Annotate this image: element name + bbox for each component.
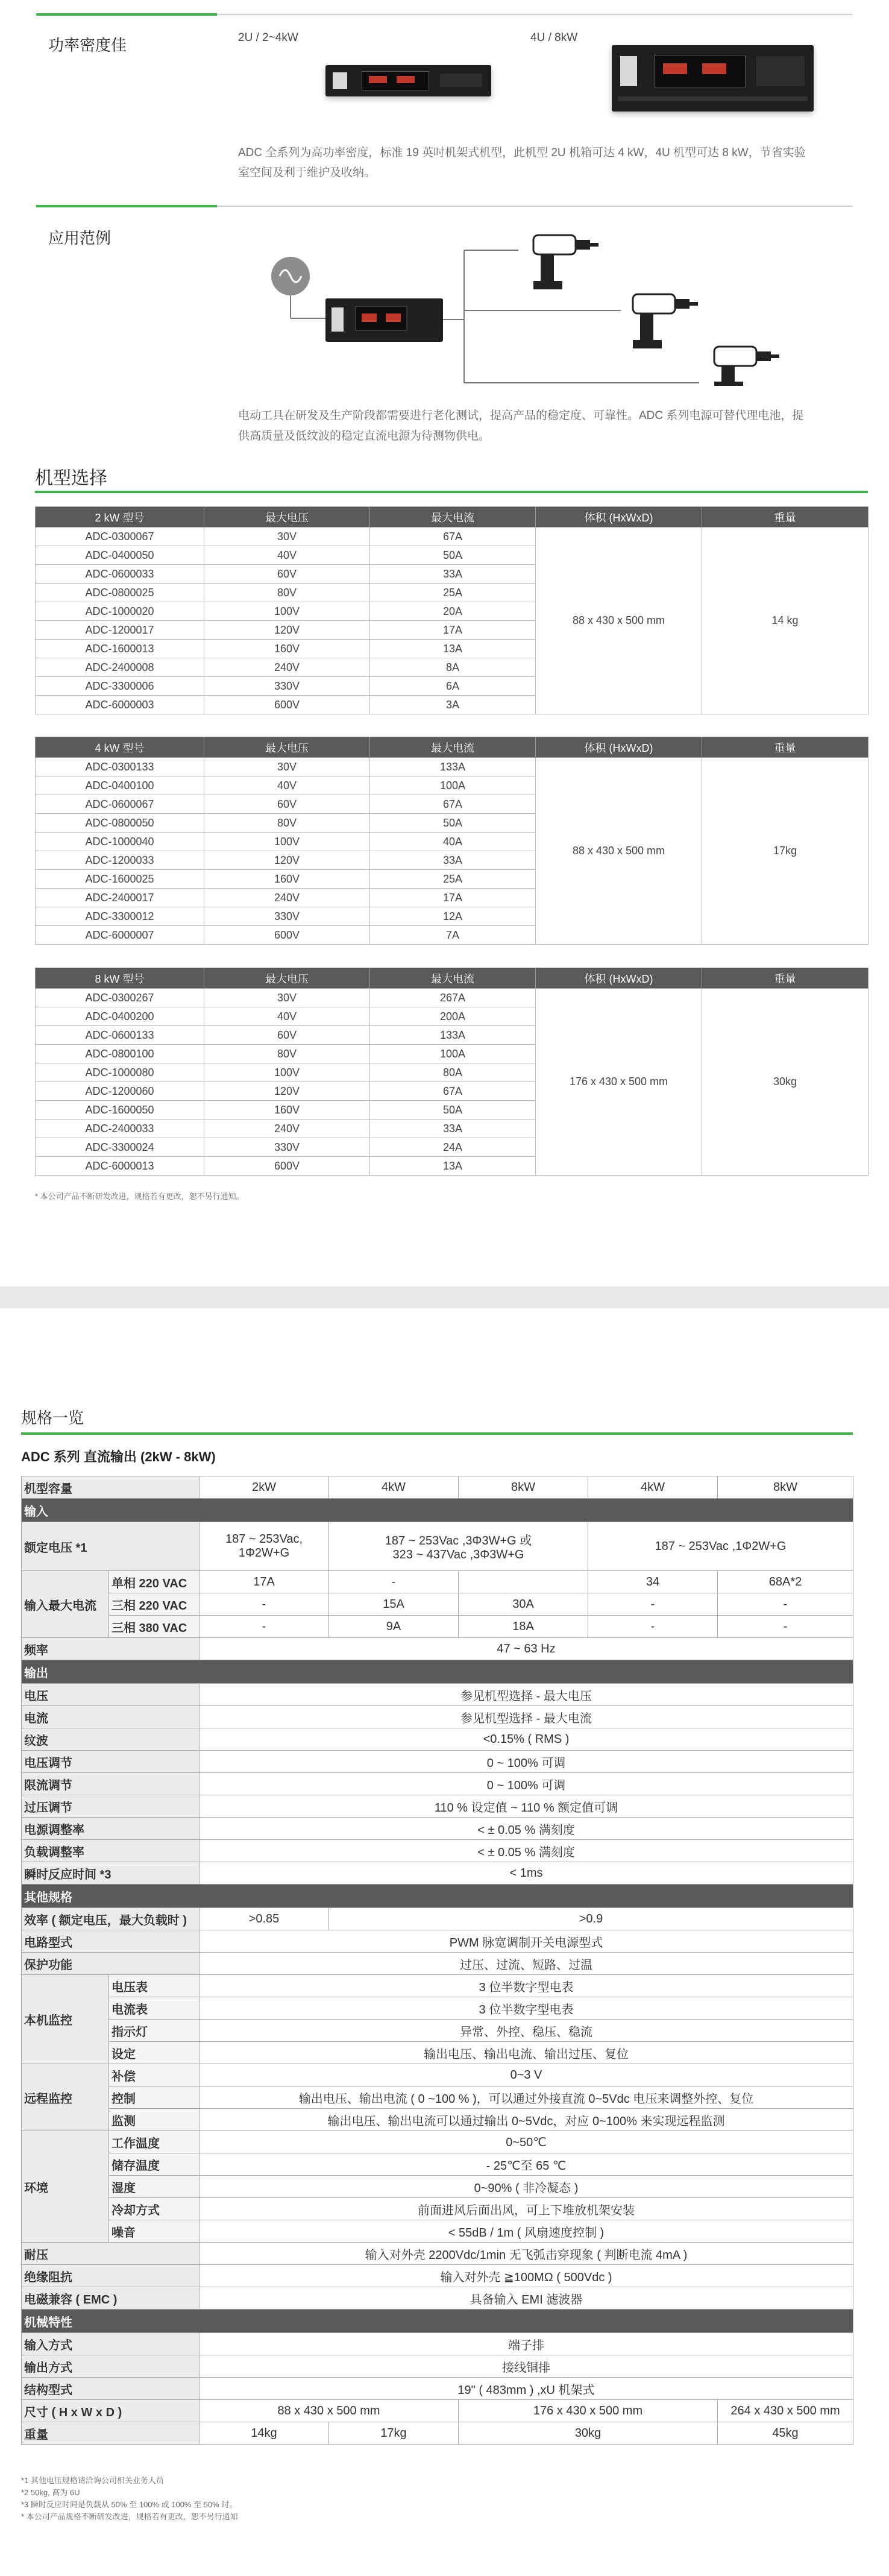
current-cell: 6A [370, 677, 536, 696]
application-desc-1: 电动工具在研发及生产阶段都需要进行老化测试，提高产品的稳定度、可靠性。ADC 系列电源可替代理电池，提 [238, 409, 804, 422]
max-current-value: - [588, 1616, 718, 1638]
voltage-cell: 330V [204, 907, 370, 926]
current-cell: 40A [370, 833, 536, 851]
current-cell: 20A [370, 602, 536, 621]
model-header: 2 kW 型号 [36, 507, 204, 527]
misc-row-label: 绝缘阻抗 [22, 2265, 199, 2287]
output-row-label: 电压调节 [22, 1751, 199, 1773]
env-row-value: 0~50℃ [199, 2131, 853, 2153]
monitor-row-value: 异常、外控、稳压、稳流 [199, 2020, 853, 2042]
output-row-value: 0 ~ 100% 可调 [199, 1773, 853, 1795]
section-other: 其他规格 [22, 1885, 853, 1908]
voltage-cell: 120V [204, 1082, 370, 1101]
size-cell: 88 x 430 x 500 mm [536, 758, 702, 945]
voltage-cell: 80V [204, 814, 370, 833]
model-cell: ADC-0400100 [36, 776, 204, 795]
env-row-label: 噪音 [109, 2220, 199, 2243]
weight-value: 14kg [199, 2422, 329, 2445]
current-cell: 67A [370, 795, 536, 814]
capacity-cell: 2kW [199, 1476, 329, 1499]
freq-value: 47 ~ 63 Hz [199, 1638, 853, 1660]
model-cell: ADC-1000040 [36, 833, 204, 851]
current-cell: 13A [370, 640, 536, 658]
max-current-value: - [199, 1616, 329, 1638]
current-cell: 50A [370, 814, 536, 833]
mech-row-value: 19" ( 483mm ) ,xU 机架式 [199, 2378, 853, 2400]
current-cell: 267A [370, 989, 536, 1007]
weight-cell: 17kg [702, 758, 869, 945]
env-row-label: 工作温度 [109, 2131, 199, 2153]
output-row-value: 参见机型选择 - 最大电流 [199, 1706, 853, 1728]
remote-row-group-label: 远程监控 [22, 2064, 109, 2131]
spec-title: 规格一览 [21, 1409, 84, 1427]
capacity-label: 机型容量 [22, 1476, 199, 1499]
env-row-label: 湿度 [109, 2176, 199, 2198]
model-cell: ADC-1600025 [36, 870, 204, 889]
output-row-label: 电源调整率 [22, 1818, 199, 1840]
voltage-cell: 100V [204, 602, 370, 621]
env-row-value: - 25℃至 65 ℃ [199, 2153, 853, 2176]
model-cell: ADC-3300006 [36, 677, 204, 696]
device-4u-image [612, 45, 814, 112]
efficiency-2kw: >0.85 [199, 1908, 329, 1930]
model-cell: ADC-2400008 [36, 658, 204, 677]
model-cell: ADC-6000013 [36, 1157, 204, 1176]
section-mech: 机械特性 [22, 2310, 853, 2333]
rated-voltage-single-phase: 187 ~ 253Vac ,1Φ2W+G [588, 1522, 853, 1571]
current-cell: 13A [370, 1157, 536, 1176]
current-cell: 25A [370, 584, 536, 602]
max-current-value: 18A [459, 1616, 588, 1638]
model-cell: ADC-1200060 [36, 1082, 204, 1101]
voltage-cell: 60V [204, 795, 370, 814]
voltage-header: 最大电压 [204, 507, 370, 527]
voltage-cell: 240V [204, 889, 370, 907]
model-cell: ADC-0300267 [36, 989, 204, 1007]
size-value: 176 x 430 x 500 mm [459, 2400, 718, 2422]
efficiency-others: >0.9 [329, 1908, 853, 1930]
remote-row-value: 0~3 V [199, 2064, 853, 2086]
model-cell: ADC-0300133 [36, 758, 204, 776]
model-table [35, 737, 869, 945]
size-cell: 88 x 430 x 500 mm [536, 527, 702, 714]
max-current-value: 34 [588, 1571, 718, 1593]
model-cell: ADC-1600050 [36, 1101, 204, 1120]
output-row-value: < ± 0.05 % 满刻度 [199, 1840, 853, 1862]
remote-row-label: 监测 [109, 2109, 199, 2131]
remote-row-label: 补偿 [109, 2064, 199, 2086]
model-table [35, 506, 869, 714]
spec-note: *1 其他电压规格请洽询公司相关业务人员 [21, 2476, 164, 2485]
monitor-row-label: 电流表 [109, 1997, 199, 2020]
monitor-row-value: 3 位半数字型电表 [199, 1975, 853, 1997]
remote-row-label: 控制 [109, 2086, 199, 2109]
power-tool-icon-2 [633, 294, 698, 348]
model-table [35, 968, 869, 1176]
current-cell: 133A [370, 758, 536, 776]
max-current-value: 68A*2 [718, 1571, 853, 1593]
freq-label: 频率 [22, 1638, 199, 1660]
model-note: * 本公司产品不断研发改进，规格若有更改，恕不另行通知。 [35, 1192, 244, 1201]
voltage-cell: 160V [204, 640, 370, 658]
voltage-cell: 160V [204, 870, 370, 889]
env-row-label: 冷却方式 [109, 2198, 199, 2220]
rated-voltage-2kw: 187 ~ 253Vac, 1Φ2W+G [199, 1522, 329, 1571]
monitor-row-value: 输出电压、输出电流、输出过压、复位 [199, 2042, 853, 2064]
max-current-value: 15A [329, 1593, 459, 1616]
weight-cell: 30kg [702, 989, 869, 1176]
current-cell: 33A [370, 1120, 536, 1138]
model-cell: ADC-1000080 [36, 1063, 204, 1082]
model-selection-title: 机型选择 [35, 468, 107, 488]
current-cell: 100A [370, 1045, 536, 1063]
current-header: 最大电流 [370, 737, 536, 758]
monitor-row-label: 指示灯 [109, 2020, 199, 2042]
size-header: 体积 (HxWxD) [536, 968, 702, 989]
max-current-value: - [718, 1593, 853, 1616]
weight-label: 重量 [22, 2422, 199, 2445]
misc-row-label: 电磁兼容 ( EMC ) [22, 2287, 199, 2310]
output-row-label: 电流 [22, 1706, 199, 1728]
monitor-row-group-label: 本机监控 [22, 1975, 109, 2064]
max-current-value: 17A [199, 1571, 329, 1593]
current-cell: 33A [370, 565, 536, 584]
current-cell: 80A [370, 1063, 536, 1082]
output-row-value: 参见机型选择 - 最大电压 [199, 1684, 853, 1706]
output-row-value: 0 ~ 100% 可调 [199, 1751, 853, 1773]
output-row-label: 过压调节 [22, 1795, 199, 1818]
model-cell: ADC-1200033 [36, 851, 204, 870]
current-cell: 50A [370, 546, 536, 565]
current-cell: 17A [370, 621, 536, 640]
current-cell: 24A [370, 1138, 536, 1157]
power-tool-icon-1 [533, 235, 598, 289]
voltage-cell: 60V [204, 565, 370, 584]
weight-header: 重量 [702, 968, 869, 989]
weight-cell: 14 kg [702, 527, 869, 714]
monitor-row-label: 设定 [109, 2042, 199, 2064]
current-cell: 25A [370, 870, 536, 889]
size-header: 体积 (HxWxD) [536, 507, 702, 527]
model-header: 4 kW 型号 [36, 737, 204, 758]
env-row-value: 0~90% ( 非冷凝态 ) [199, 2176, 853, 2198]
max-current-value [459, 1571, 588, 1593]
max-current-value: - [199, 1593, 329, 1616]
output-row-label: 电压 [22, 1684, 199, 1706]
voltage-cell: 40V [204, 776, 370, 795]
protection-value: 过压、过流、短路、过温 [199, 1953, 853, 1975]
application-desc-2: 供高质量及低纹波的稳定直流电源为待测物供电。 [238, 430, 491, 442]
size-label: 尺寸 ( H x W x D ) [22, 2400, 199, 2422]
misc-row-value: 输入对外壳 ≧100MΩ ( 500Vdc ) [199, 2265, 853, 2287]
voltage-cell: 100V [204, 1063, 370, 1082]
current-cell: 17A [370, 889, 536, 907]
model-cell: ADC-0400050 [36, 546, 204, 565]
voltage-cell: 80V [204, 1045, 370, 1063]
model-cell: ADC-0600067 [36, 795, 204, 814]
voltage-cell: 30V [204, 989, 370, 1007]
model-cell: ADC-0400200 [36, 1007, 204, 1026]
capacity-cell: 8kW [459, 1476, 588, 1499]
power-title: 功率密度佳 [48, 36, 127, 54]
current-header: 最大电流 [370, 968, 536, 989]
model-cell: ADC-6000007 [36, 926, 204, 945]
model-row [36, 989, 869, 1007]
section-output: 输出 [22, 1660, 853, 1684]
model-cell: ADC-0800025 [36, 584, 204, 602]
max-current-value: - [588, 1593, 718, 1616]
model-row [36, 527, 869, 546]
max-current-value: - [718, 1616, 853, 1638]
env-row-value: 前面进风后面出风，可上下堆放机架安装 [199, 2198, 853, 2220]
voltage-cell: 600V [204, 1157, 370, 1176]
size-header: 体积 (HxWxD) [536, 737, 702, 758]
voltage-header: 最大电压 [204, 737, 370, 758]
weight-header: 重量 [702, 507, 869, 527]
env-row-label: 储存温度 [109, 2153, 199, 2176]
max-current-row-label: 三相 380 VAC [109, 1616, 199, 1638]
capacity-cell: 4kW [329, 1476, 459, 1499]
output-row-value: 110 % 设定值 ~ 110 % 额定值可调 [199, 1795, 853, 1818]
misc-row-value: 具备输入 EMI 滤波器 [199, 2287, 853, 2310]
current-cell: 12A [370, 907, 536, 926]
mech-row-value: 接线铜排 [199, 2355, 853, 2378]
current-cell: 67A [370, 527, 536, 546]
section-separator [0, 1286, 889, 1308]
current-cell: 200A [370, 1007, 536, 1026]
output-row-label: 纹波 [22, 1728, 199, 1751]
misc-row-label: 耐压 [22, 2243, 199, 2265]
spec-note: *2 50kg, 高为 6U [21, 2488, 80, 2497]
voltage-header: 最大电压 [204, 968, 370, 989]
remote-row-value: 输出电压、输出电流可以通过输出 0~5Vdc，对应 0~100% 来实现远程监测 [199, 2109, 853, 2131]
voltage-cell: 60V [204, 1026, 370, 1045]
voltage-cell: 100V [204, 833, 370, 851]
monitor-row-label: 电压表 [109, 1975, 199, 1997]
power-tool-icon-3 [714, 347, 779, 386]
model-row [36, 758, 869, 776]
voltage-cell: 160V [204, 1101, 370, 1120]
weight-value: 30kg [459, 2422, 718, 2445]
weight-header: 重量 [702, 737, 869, 758]
output-row-value: < ± 0.05 % 满刻度 [199, 1818, 853, 1840]
circuit-value: PWM 脉宽调制开关电源型式 [199, 1930, 853, 1953]
spec-note: * 本公司产品规格不断研发改进，规格若有更改，恕不另行通知 [21, 2512, 238, 2521]
mech-row-label: 结构型式 [22, 2378, 199, 2400]
spec-note: *3 瞬时反应时间是负载从 50% 至 100% 或 100% 至 50% 时。 [21, 2500, 237, 2509]
model-cell: ADC-1200017 [36, 621, 204, 640]
application-title: 应用范例 [48, 229, 112, 247]
model-cell: ADC-6000003 [36, 696, 204, 714]
voltage-cell: 40V [204, 1007, 370, 1026]
mech-row-value: 端子排 [199, 2333, 853, 2355]
device-2u-image [325, 65, 491, 96]
current-header: 最大电流 [370, 507, 536, 527]
power-desc-1: ADC 全系列为高功率密度，标准 19 英吋机架式机型，此机型 2U 机箱可达 4 kW，4U 机型可达 8 kW，节省实验 [238, 146, 806, 159]
current-cell: 8A [370, 658, 536, 677]
weight-value: 45kg [718, 2422, 853, 2445]
spec-notes [21, 2475, 238, 2523]
model-cell: ADC-1600013 [36, 640, 204, 658]
current-cell: 50A [370, 1101, 536, 1120]
current-cell: 3A [370, 696, 536, 714]
voltage-cell: 600V [204, 696, 370, 714]
current-cell: 100A [370, 776, 536, 795]
max-current-value: 30A [459, 1593, 588, 1616]
remote-row-value: 输出电压、输出电流 ( 0 ~100 % )，可以通过外接直流 0~5Vdc 电压来调整外控、复位 [199, 2086, 853, 2109]
voltage-cell: 240V [204, 1120, 370, 1138]
env-row-group-label: 环境 [22, 2131, 109, 2243]
output-row-value: <0.15% ( RMS ) [199, 1728, 853, 1751]
circuit-label: 电路型式 [22, 1930, 199, 1953]
voltage-cell: 600V [204, 926, 370, 945]
current-cell: 7A [370, 926, 536, 945]
mech-row-label: 输入方式 [22, 2333, 199, 2355]
model-cell: ADC-0800100 [36, 1045, 204, 1063]
spec-table [21, 1476, 853, 2445]
voltage-cell: 30V [204, 758, 370, 776]
power-desc-2: 室空间及利于维护及收纳。 [238, 166, 376, 179]
max-current-row-label: 三相 220 VAC [109, 1593, 199, 1616]
output-row-value: < 1ms [199, 1862, 853, 1885]
rated-voltage-4-8kw: 187 ~ 253Vac ,3Φ3W+G 或 323 ~ 437Vac ,3Φ3W+G [329, 1522, 588, 1571]
voltage-cell: 120V [204, 851, 370, 870]
model-cell: ADC-2400033 [36, 1120, 204, 1138]
voltage-cell: 330V [204, 677, 370, 696]
voltage-cell: 40V [204, 546, 370, 565]
model-cell: ADC-0300067 [36, 527, 204, 546]
max-current-value: - [329, 1571, 459, 1593]
output-row-label: 瞬时反应时间 *3 [22, 1862, 199, 1885]
model-cell: ADC-3300012 [36, 907, 204, 926]
voltage-cell: 120V [204, 621, 370, 640]
monitor-row-value: 3 位半数字型电表 [199, 1997, 853, 2020]
misc-row-value: 输入对外壳 2200Vdc/1min 无飞弧击穿现象 ( 判断电流 4mA ) [199, 2243, 853, 2265]
application-diagram [265, 223, 808, 386]
current-cell: 133A [370, 1026, 536, 1045]
rated-voltage-label: 额定电压 *1 [22, 1522, 199, 1571]
spec-subtitle: ADC 系列 直流输出 (2kW - 8kW) [21, 1449, 216, 1464]
voltage-cell: 240V [204, 658, 370, 677]
max-current-value: 9A [329, 1616, 459, 1638]
mech-row-label: 输出方式 [22, 2355, 199, 2378]
label-2u: 2U / 2~4kW [238, 31, 298, 44]
model-cell: ADC-2400017 [36, 889, 204, 907]
model-cell: ADC-0600133 [36, 1026, 204, 1045]
output-row-label: 负载调整率 [22, 1840, 199, 1862]
label-4u: 4U / 8kW [530, 31, 578, 44]
current-cell: 67A [370, 1082, 536, 1101]
voltage-cell: 30V [204, 527, 370, 546]
section-input: 输入 [22, 1499, 853, 1522]
max-current-row-label: 单相 220 VAC [109, 1571, 199, 1593]
capacity-cell: 4kW [588, 1476, 718, 1499]
protection-label: 保护功能 [22, 1953, 199, 1975]
capacity-cell: 8kW [718, 1476, 853, 1499]
efficiency-label: 效率 ( 额定电压，最大负载时 ) [22, 1908, 199, 1930]
weight-value: 17kg [329, 2422, 459, 2445]
size-cell: 176 x 430 x 500 mm [536, 989, 702, 1176]
env-row-value: < 55dB / 1m ( 风扇速度控制 ) [199, 2220, 853, 2243]
current-cell: 33A [370, 851, 536, 870]
model-cell: ADC-0800050 [36, 814, 204, 833]
voltage-cell: 330V [204, 1138, 370, 1157]
model-cell: ADC-3300024 [36, 1138, 204, 1157]
model-cell: ADC-0600033 [36, 565, 204, 584]
model-cell: ADC-1000020 [36, 602, 204, 621]
output-row-label: 限流调节 [22, 1773, 199, 1795]
size-value: 88 x 430 x 500 mm [199, 2400, 459, 2422]
model-header: 8 kW 型号 [36, 968, 204, 989]
size-value: 264 x 430 x 500 mm [718, 2400, 853, 2422]
max-current-label: 输入最大电流 [22, 1571, 109, 1638]
voltage-cell: 80V [204, 584, 370, 602]
